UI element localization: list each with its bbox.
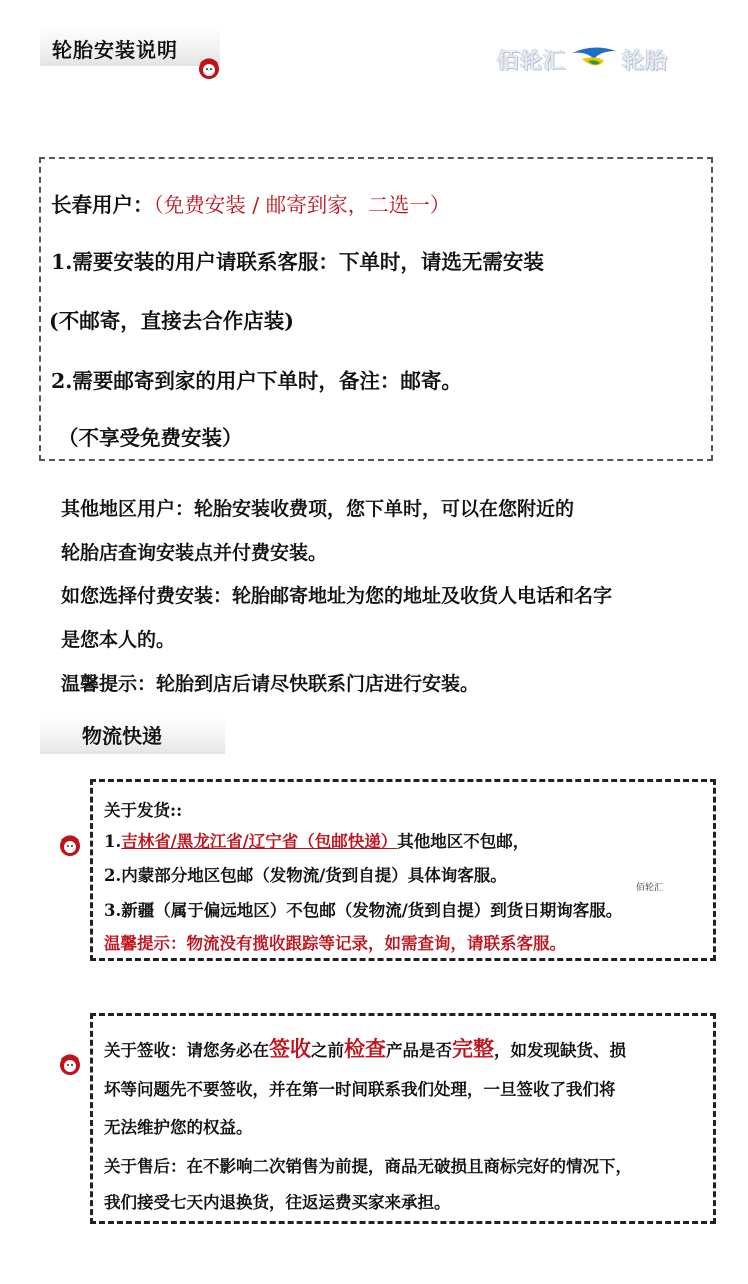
free-shipping-provinces: 吉林省/黑龙江省/辽宁省（包邮快递）	[121, 832, 398, 851]
changchun-line	[51, 188, 450, 218]
receipt-check-highlight: 检查	[344, 1036, 386, 1061]
other-line-4: 是您本人的。	[61, 629, 176, 651]
logo-text-left: 佰轮汇	[497, 48, 567, 74]
changchun-label: 长春用户：	[51, 193, 154, 217]
shipping-heading: 关于发货::	[104, 801, 183, 820]
other-line-1: 其他地区用户：轮胎安装收费项，您下单时，可以在您附近的	[61, 498, 575, 520]
brand-logo	[497, 44, 668, 74]
mascot-icon	[58, 1052, 82, 1076]
receipt-line-2: 坏等问题先不要签收，并在第一时间联系我们处理，一旦签收了我们将	[104, 1080, 616, 1099]
logo-text-right: 轮胎	[622, 48, 669, 74]
other-line-2: 轮胎店查询安装点并付费安装。	[61, 542, 328, 564]
shipping-item-3: 3.新疆（属于偏远地区）不包邮（发物流/货到自提）到货日期询客服。	[104, 901, 623, 920]
changchun-item-1: 1.需要安装的用户请联系客服：下单时，请选无需安装	[51, 250, 544, 274]
receipt-text-b: 之前	[311, 1041, 344, 1060]
logistics-title: 物流快递	[82, 724, 162, 748]
shipping-item-1	[104, 828, 529, 852]
shipping-item-1-prefix: 1.	[104, 832, 122, 851]
changchun-item-2: 2.需要邮寄到家的用户下单时，备注：邮寄。	[51, 369, 462, 393]
page-title: 轮胎安装说明	[52, 38, 178, 62]
receipt-complete-highlight: 完整	[452, 1036, 494, 1061]
changchun-item-1-note: (不邮寄，直接去合作店装)	[49, 309, 294, 333]
shipping-tip: 温馨提示：物流没有揽收跟踪等记录，如需查询，请联系客服。	[104, 934, 566, 953]
receipt-sign-highlight: 签收	[269, 1036, 311, 1061]
bird-logo-icon	[570, 45, 618, 73]
aftersales-line-2: 我们接受七天内退换货，往返运费买家来承担。	[104, 1193, 451, 1212]
receipt-text-a: 关于签收：请您务必在	[104, 1041, 269, 1060]
mascot-icon	[58, 833, 82, 857]
shipping-item-1-suffix: 其他地区不包邮，	[397, 832, 530, 851]
other-line-5: 温馨提示：轮胎到店后请尽快联系门店进行安装。	[61, 673, 480, 695]
mascot-icon	[197, 56, 221, 80]
changchun-item-2-note: （不享受免费安装）	[58, 426, 243, 450]
changchun-free-note: （免费安装 / 邮寄到家，二选一）	[153, 193, 451, 217]
receipt-text-c: 产品是否	[386, 1041, 452, 1060]
receipt-line-3: 无法维护您的权益。	[104, 1118, 253, 1137]
other-line-3: 如您选择付费安装：轮胎邮寄地址为您的地址及收货人电话和名字	[61, 585, 613, 607]
aftersales-line-1: 关于售后：在不影响二次销售为前提，商品无破损且商标完好的情况下，	[104, 1157, 632, 1176]
receipt-line-1	[104, 1033, 626, 1063]
tiny-brand-mark: 佰轮汇	[636, 883, 664, 893]
receipt-text-d: ，如发现缺货、损	[494, 1041, 626, 1060]
shipping-item-2: 2.内蒙部分地区包邮（发物流/货到自提）具体询客服。	[104, 866, 507, 885]
